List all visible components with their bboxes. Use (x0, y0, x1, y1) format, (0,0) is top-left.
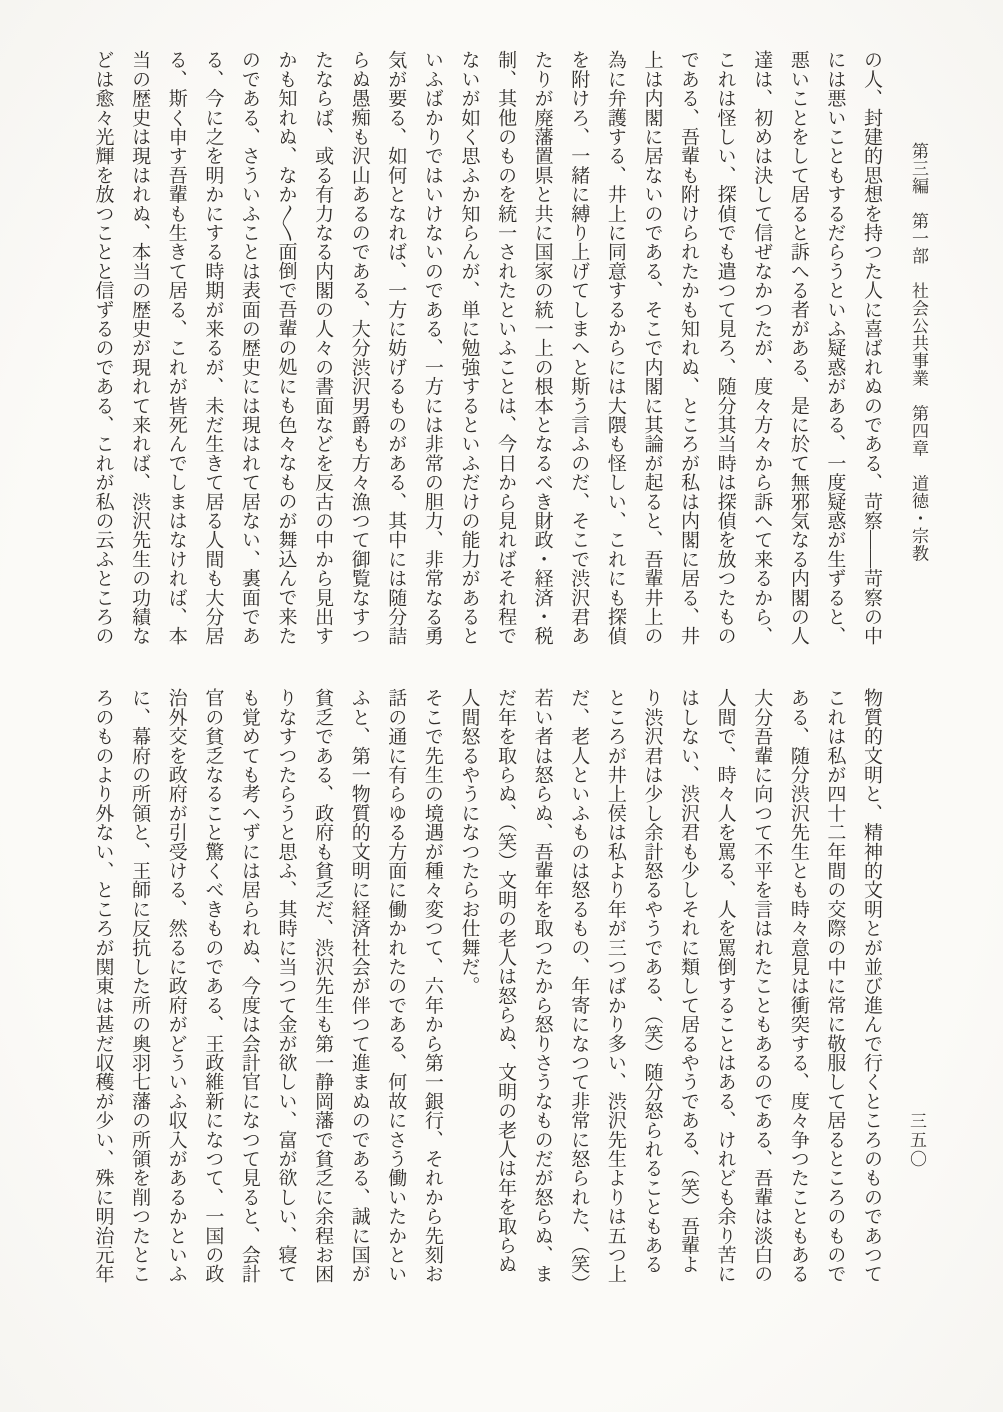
text-column: を附けろ、一緒に縛り上げてしまへと斯う言ふのだ、そこで渋沢君あ (568, 50, 590, 646)
text-column: ある、随分渋沢先生とも時々意見は衝突する、度々争つたこともある (787, 688, 809, 1284)
text-column: る、斯く申す吾輩も生きて居る、これが皆死んでしまはなければ、本 (165, 50, 187, 646)
text-column: はしない、渋沢君も少しそれに類して居るやうである、（笑）吾輩よ (678, 688, 700, 1274)
bottom-text-block (83, 688, 889, 1306)
text-column: 気が要る、如何となれば、一方に妨げるものがある、其中には随分詰 (385, 50, 407, 646)
text-column: ろのものより外ない、ところが関東は甚だ収穫が少い、殊に明治元年 (92, 688, 114, 1284)
text-column: に、幕府の所領と、王師に反抗した所の奥羽七藩の所領を削つたとこ (129, 688, 151, 1284)
text-column: かも知れぬ、なか〳〵面倒で吾輩の処にも色々なものが舞込んで来た (275, 50, 297, 645)
text-column: の人、封建的思想を持つた人に喜ばれぬのである、苛察――苛察の中 (861, 50, 882, 646)
text-column: ないが如く思ふか知らんが、単に勉強するといふだけの能力があると (458, 50, 480, 646)
running-head: 第三編 第一部 社会公共事業 第四章 道徳・宗教 (909, 142, 928, 562)
text-column: 若い者は怒らぬ、吾輩年を取つたから怒りさうなものだが怒らぬ、ま (531, 688, 553, 1284)
text-column: ところが井上侯は私より年が三つばかり多い、渋沢先生よりは五つ上 (604, 688, 626, 1284)
text-column: そこで先生の境遇が種々変つて、六年から第一銀行、それから先刻お (421, 688, 443, 1284)
text-column: ふと、第一物質的文明に経済社会が伴つて進まぬのである、誠に国が (348, 688, 370, 1284)
text-column: だ、老人といふものは怒るもの、年寄になつて非常に怒られた、（笑） (568, 688, 590, 1293)
text-column: らぬ愚痴も沢山あるのである、大分渋沢男爵も方々漁つて御覧なすつ (348, 50, 370, 646)
text-column: 当の歴史は現はれぬ、本当の歴史が現れて来れば、渋沢先生の功績な (129, 50, 151, 646)
text-column: である、吾輩も附けられたかも知れぬ、ところが私は内閣に居る、井 (678, 50, 700, 646)
text-column: 大分吾輩に向つて不平を言はれたこともあるのである、吾輩は淡白の (751, 688, 773, 1284)
page-number: 三五〇 (907, 1112, 926, 1169)
text-column: も覚めても考へずには居られぬ、今度は会計官になつて見ると、会計 (238, 688, 260, 1284)
text-column: 為に弁護する、井上に同意するからには大隈も怪しい、これにも探偵 (604, 50, 626, 646)
top-text-block (83, 50, 889, 668)
text-column: 達は、初めは決して信ぜなかつたが、度々方々から訴へて来るから、 (751, 50, 773, 646)
text-column: 制、其他のものを統一されたといふことは、今日から見ればそれ程で (495, 50, 517, 646)
text-column: たりが廃藩置県と共に国家の統一上の根本となるべき財政・経済・税 (531, 50, 553, 646)
text-column: りなすつたらうと思ふ、其時に当つて金が欲しい、富が欲しい、寝て (275, 688, 297, 1284)
text-column: のである、さういふことは表面の歴史には現はれて居ない、裏面であ (238, 50, 260, 646)
text-column: 上は内閣に居ないのである、そこで内閣に其論が起ると、吾輩井上の (641, 50, 663, 646)
text-column: これは怪しい、探偵でも遣つて見ろ、随分其当時は探偵を放つたもの (714, 50, 736, 646)
text-column: 人間で、時々人を罵る、人を罵倒することはある、けれども余り苦に (714, 688, 736, 1284)
text-column: り渋沢君は少し余計怒るやうである、（笑）随分怒られることもある (641, 688, 663, 1274)
text-column: る、今に之を明かにする時期が来るが、未だ生きて居る人間も大分居 (202, 50, 224, 646)
text-column: だ年を取らぬ、（笑）文明の老人は怒らぬ、文明の老人は年を取らぬ (495, 688, 517, 1274)
text-column: 人間怒るやうになつたらお仕舞だ。 (458, 688, 480, 996)
text-column: 話の通に有らゆる方面に働かれたのである、何故にさう働いたかとい (385, 688, 407, 1284)
text-column: 物質的文明と、精神的文明とが並び進んで行くところのものであつて (861, 688, 882, 1284)
text-column: 悪いことをして居ると訴へる者がある、是に於て無邪気なる内閣の人 (787, 50, 809, 646)
text-column: 官の貧乏なること驚くべきものである、王政維新になつて、一国の政 (202, 688, 224, 1284)
text-column: これは私が四十二年間の交際の中に常に敬服して居るところのもので (824, 688, 846, 1284)
text-column: たならば、或る有力なる内閣の人々の書面などを反古の中から見出す (312, 50, 334, 646)
text-column: どは愈々光輝を放つことと信ずるのである、これが私の云ふところの (92, 50, 114, 646)
text-column: 治外交を政府が引受ける、然るに政府がどういふ収入があるかといふ (165, 688, 187, 1284)
text-column: いふばかりではいけないのである、一方には非常の胆力、非常なる勇 (421, 50, 443, 646)
text-column: には悪いこともするだらうといふ疑惑がある、一度疑惑が生ずると、 (824, 50, 846, 646)
text-column: 貧乏である、政府も貧乏だ、渋沢先生も第一静岡藩で貧乏に余程お困 (312, 688, 334, 1284)
